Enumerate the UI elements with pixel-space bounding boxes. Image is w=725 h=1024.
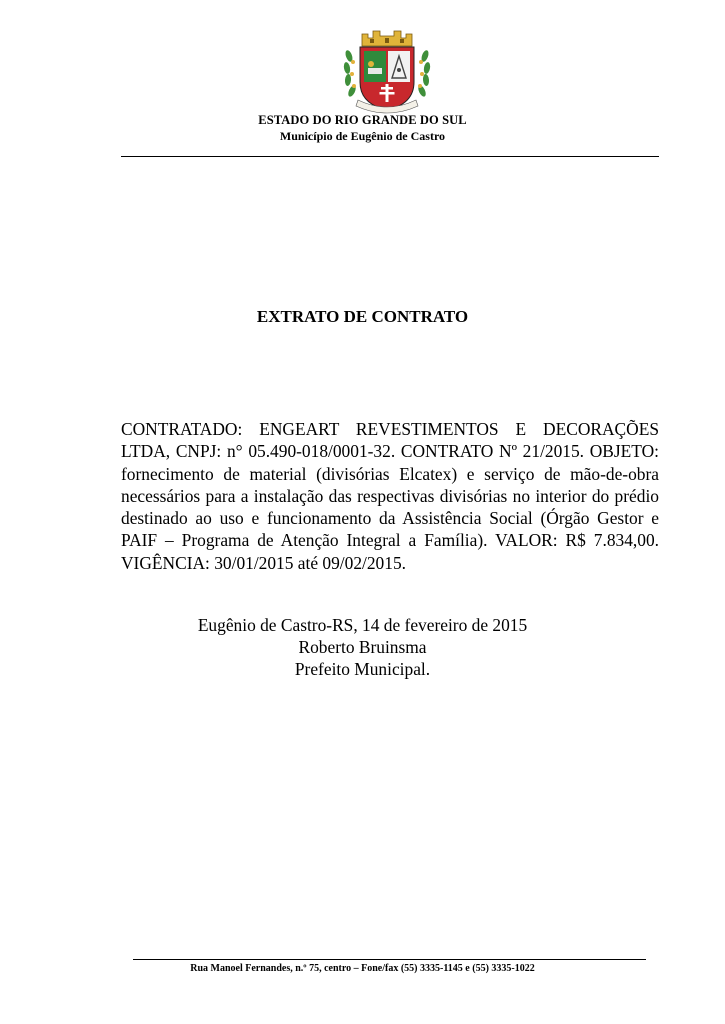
place-date: Eugênio de Castro-RS, 14 de fevereiro de 2015	[197, 615, 528, 635]
document-title: EXTRATO DE CONTRATO	[256, 307, 469, 326]
coat-of-arms-icon	[340, 26, 434, 116]
contract-extract-body: CONTRATADO: ENGEART REVESTIMENTOS E DECORAÇÕES LTDA, CNPJ: n° 05.490-018/0001-32. CONTRATO Nº 21/2015. OBJETO: fornecimento de material (divisórias Elcatex) e serviço de mão-de-obra necessários para a instalação das respectivas divisórias no interior do prédio destinado ao uso e funcionamento da Assistência Social (Órgão Gestor e PAIF – Programa de Atenção Integral a Família). VALOR: R$ 7.834,00. VIGÊNCIA: 30/01/2015 até 09/02/2015.	[121, 419, 659, 573]
municipality-heading: Município de Eugênio de Castro	[279, 129, 446, 143]
signatory-name: Roberto Bruinsma	[298, 637, 427, 657]
signatory-role: Prefeito Municipal.	[294, 659, 431, 679]
state-heading: ESTADO DO RIO GRANDE DO SUL	[258, 113, 467, 127]
signature-block	[0, 614, 725, 680]
footer-address: Rua Manoel Fernandes, n.º 75, centro – Fone/fax (55) 3335-1145 e (55) 3335-1022	[190, 963, 535, 974]
header-divider	[121, 156, 659, 157]
footer-divider	[133, 959, 646, 960]
